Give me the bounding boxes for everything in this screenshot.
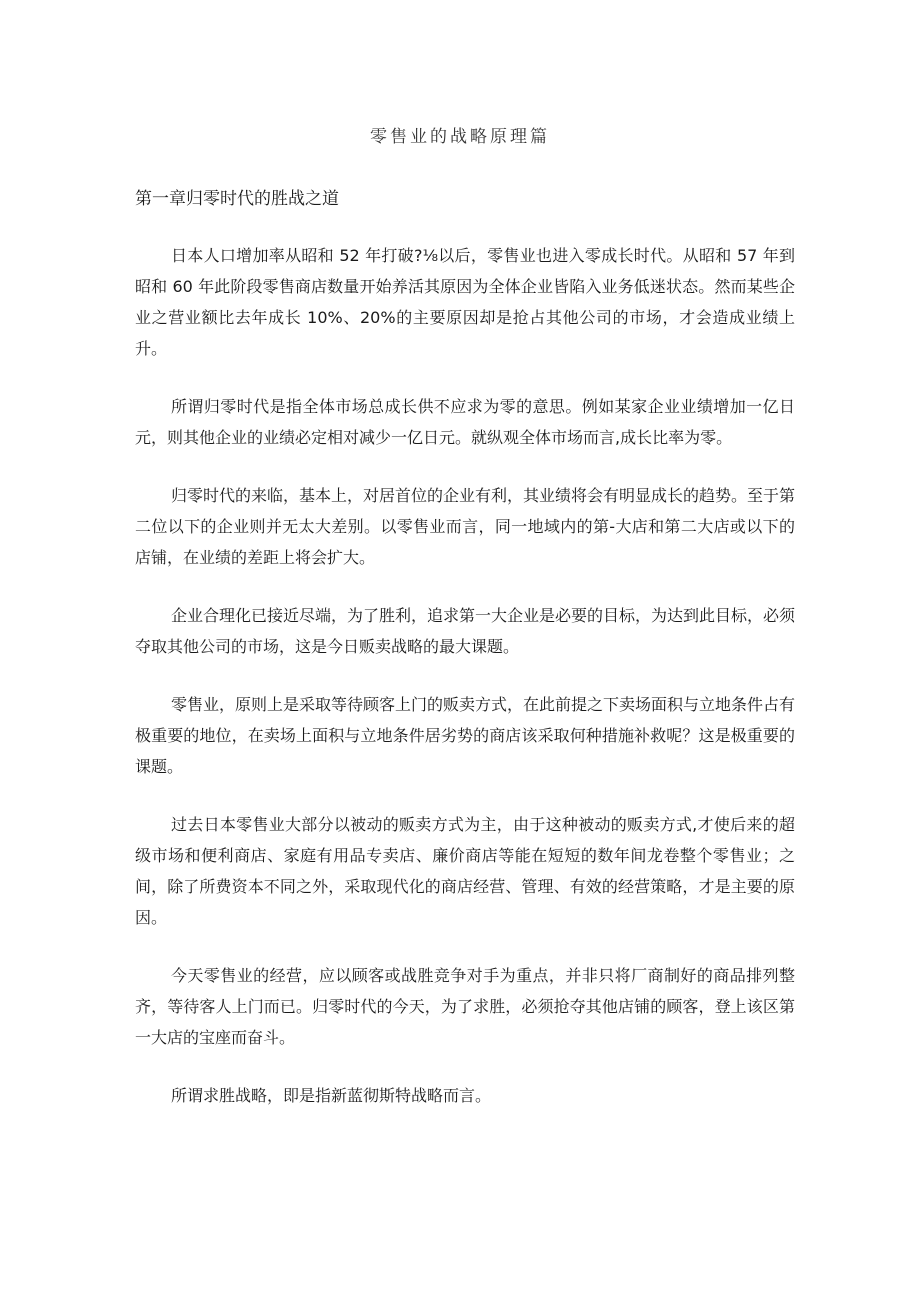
paragraph: 零售业，原则上是采取等待顾客上门的贩卖方式，在此前提之下卖场面积与立地条件占有极重要的地位，在卖场上面积与立地条件居劣势的商店该采取何种措施补救呢？这是极重要的课题。 <box>135 695 796 776</box>
paragraph: 企业合理化已接近尽端，为了胜利，追求第一大企业是必要的目标，为达到此目标，必须夺取其他公司的市场，这是今日贩卖战略的最大课题。 <box>135 606 796 656</box>
paragraph: 归零时代的来临，基本上，对居首位的企业有利，其业绩将会有明显成长的趋势。至于第二位以下的企业则并无太大差别。以零售业而言，同一地域内的第-大店和第二大店或以下的店铺，在业绩的差距上将会扩大。 <box>135 486 796 567</box>
paragraph: 所谓求胜战略，即是指新蓝彻斯特战略而言。 <box>171 1086 492 1105</box>
document-title: 零售业的战略原理篇 <box>370 127 550 147</box>
paragraph: 今天零售业的经营，应以顾客或战胜竞争对手为重点，并非只将厂商制好的商品排列整齐，等待客人上门而已。归零时代的今天，为了求胜，必须抢夺其他店铺的顾客，登上该区第一大店的宝座而奋斗。 <box>135 966 795 1047</box>
document-body <box>135 240 795 1138</box>
paragraph: 所谓归零时代是指全体市场总成长供不应求为零的意思。例如某家企业业绩增加一亿日元，则其他企业的业绩必定相对减少一亿日元。就纵观全体市场而言,成长比率为零。 <box>135 397 795 447</box>
paragraph: 日本人口增加率从昭和 52 年打破?⅛以后，零售业也进入零成长时代。从昭和 57 年到昭和 60 年此阶段零售商店数量开始养活其原因为全体企业皆陷入业务低迷状态。然而某些企业之营业额比去年成长 10%、20%的主要原因却是抢占其他公司的市场，才会造成业绩上升。 <box>135 246 795 358</box>
paragraph: 过去日本零售业大部分以被动的贩卖方式为主，由于这种被动的贩卖方式,才使后来的超级市场和便利商店、家庭有用品专卖店、廉价商店等能在短短的数年间龙卷整个零售业；之间，除了所费资本不同之外，采取现代化的商店经营、管理、有效的经营策略，才是主要的原因。 <box>135 815 795 927</box>
chapter-heading: 第一章归零时代的胜战之道 <box>135 189 339 209</box>
